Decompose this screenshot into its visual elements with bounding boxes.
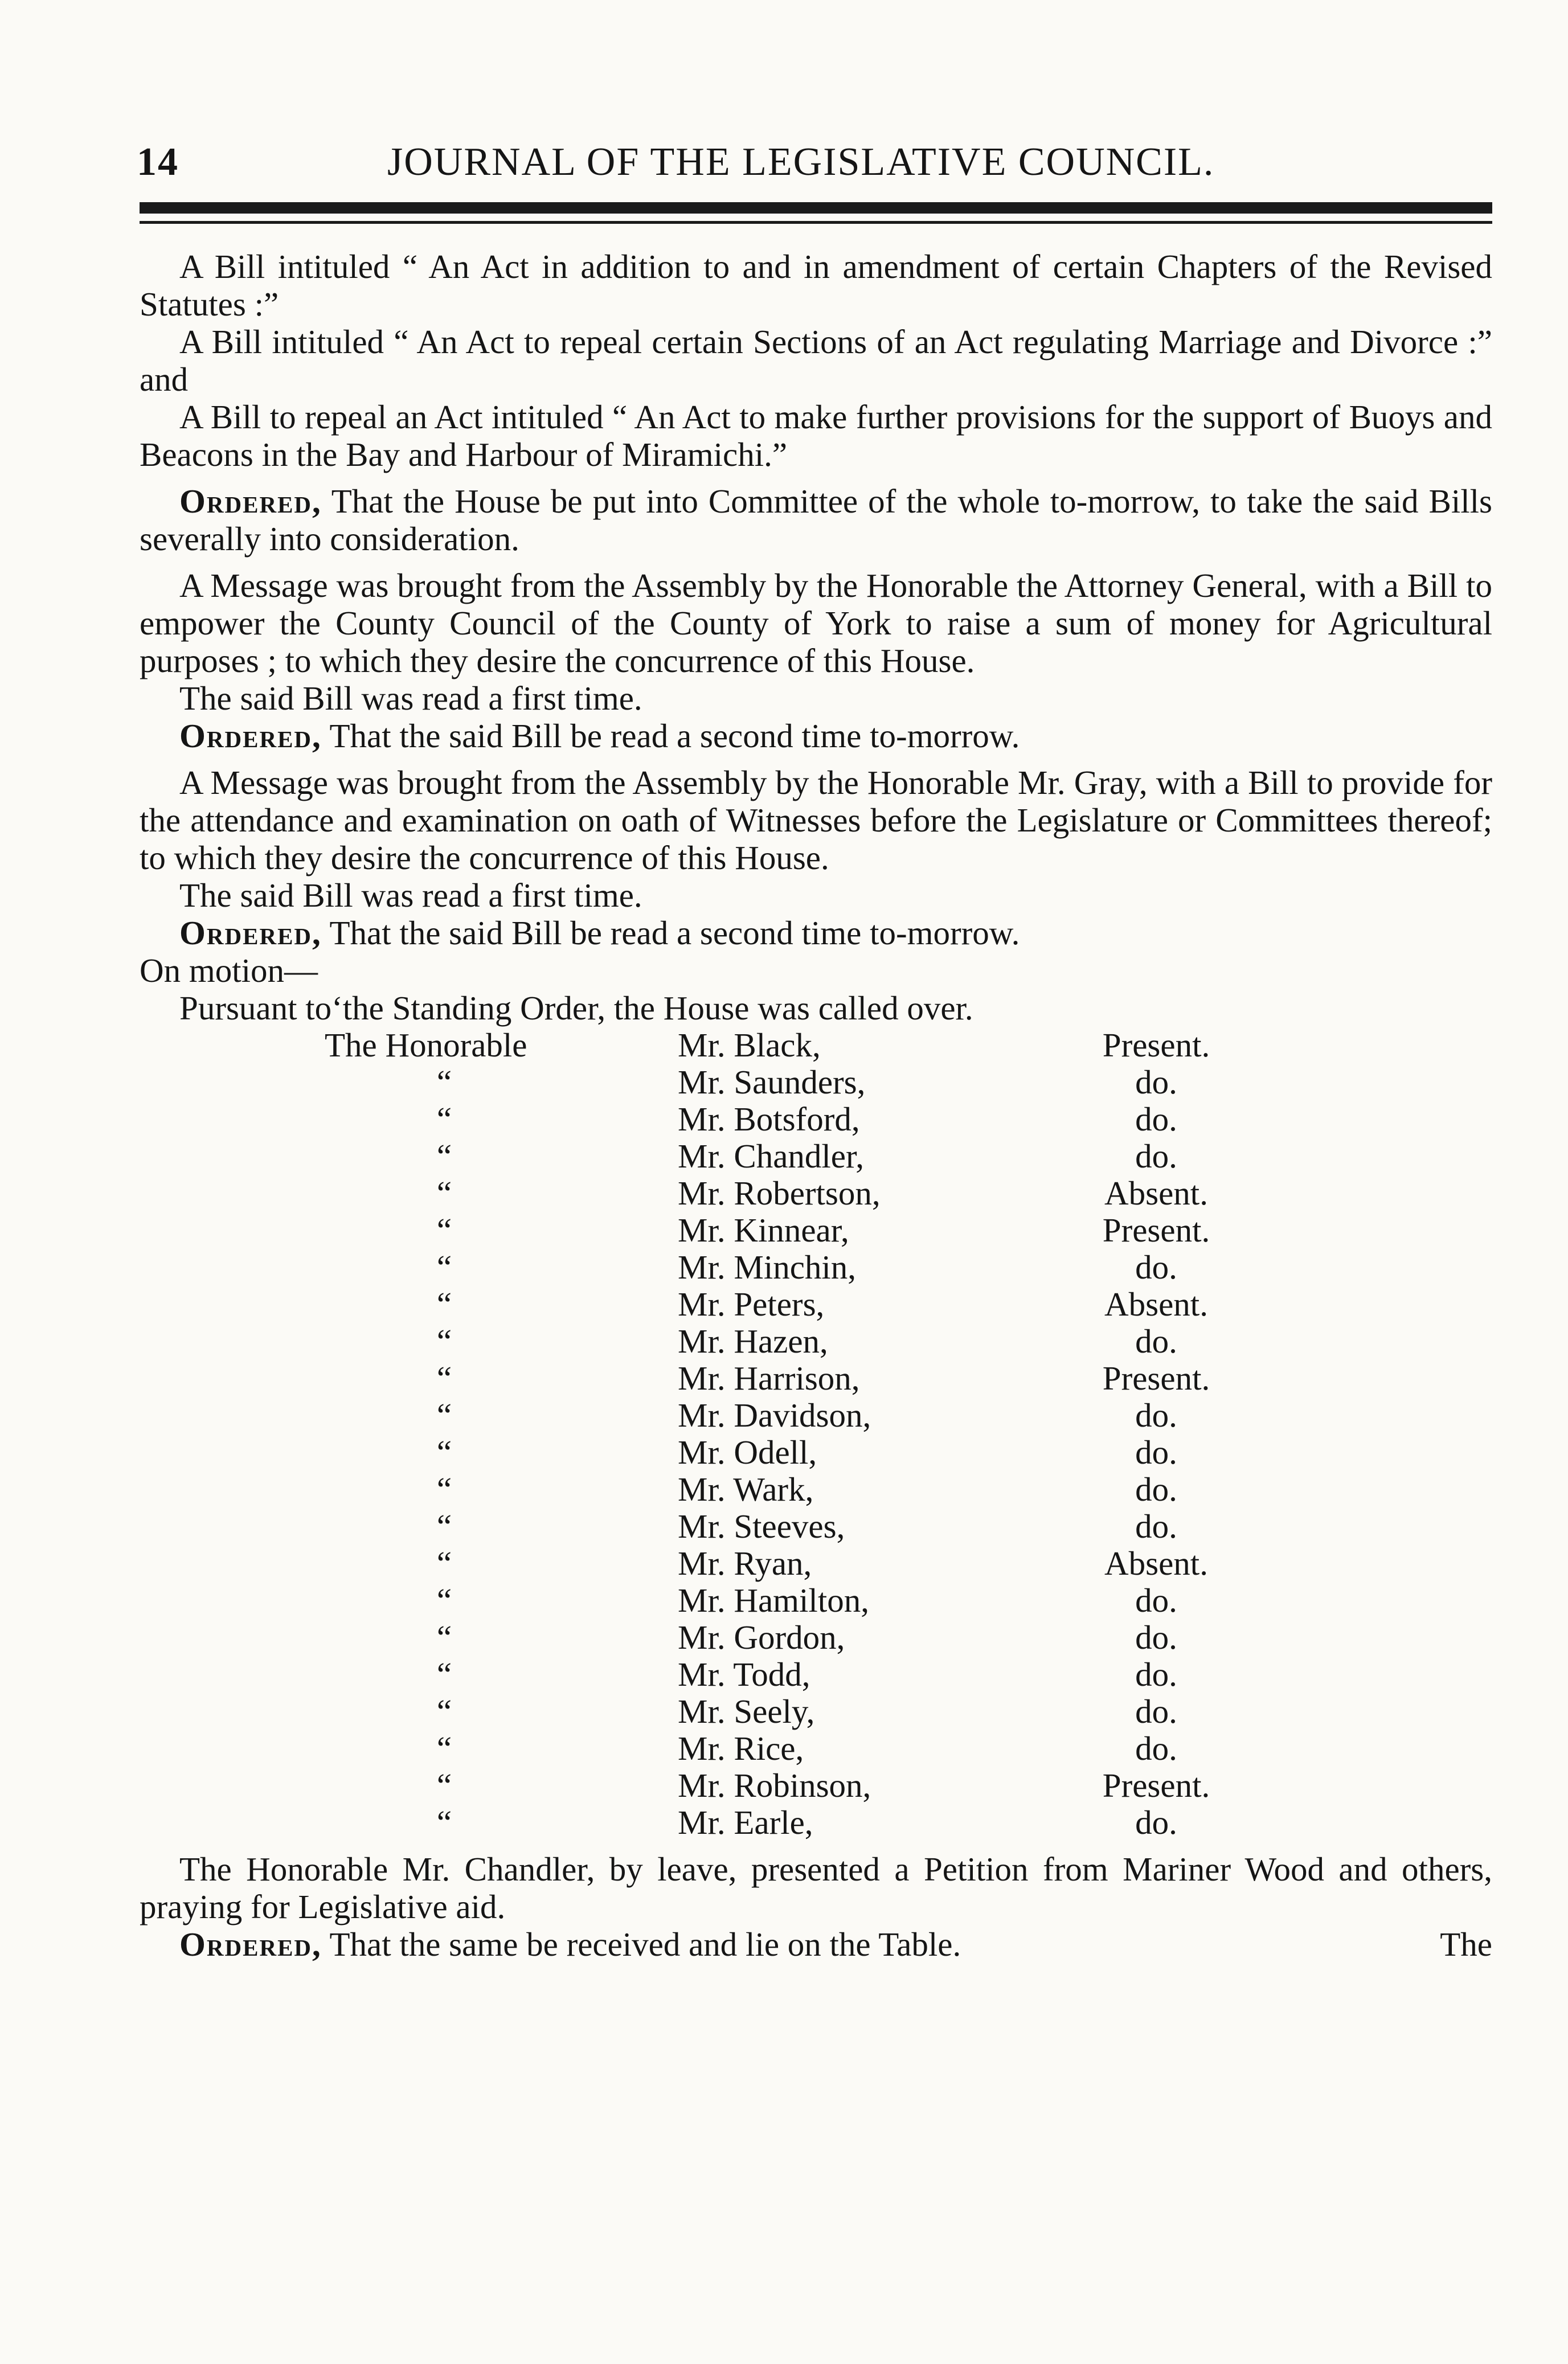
page-number: 14 bbox=[137, 140, 179, 184]
roll-call-row bbox=[325, 1767, 1242, 1804]
ordered-label: Ordered, bbox=[179, 914, 322, 952]
bill-paragraph-2: A Bill intituled “ An Act to repeal certain Sections of an Act regulating Marriage and Divorce :” and bbox=[140, 323, 1492, 398]
running-title: JOURNAL OF THE LEGISLATIVE COUNCIL. bbox=[387, 140, 1215, 184]
roll-call-row bbox=[325, 1471, 1242, 1508]
member-status: do. bbox=[1135, 1063, 1177, 1101]
message-paragraph-2: A Message was brought from the Assembly by the Honorable Mr. Gray, with a Bill to provide for the attendance and examination on oath of Witnesses before the Legislature or Committees thereof; to which they desire the concurrence of this House. bbox=[140, 764, 1492, 876]
header-rule-thick bbox=[140, 202, 1492, 214]
ditto-mark: “ bbox=[436, 1507, 452, 1545]
roll-call-row bbox=[325, 1804, 1242, 1841]
petition-paragraph: The Honorable Mr. Chandler, by leave, presented a Petition from Mariner Wood and others, praying for Legislative aid. bbox=[140, 1850, 1492, 1925]
ordered-label: Ordered, bbox=[179, 1925, 322, 1963]
member-name: Mr. Robertson, bbox=[678, 1174, 881, 1212]
member-name: Mr. Peters, bbox=[678, 1285, 825, 1323]
page-header bbox=[137, 140, 1492, 191]
first-reading-1: The said Bill was read a first time. bbox=[179, 679, 642, 717]
member-name: Mr. Rice, bbox=[678, 1730, 804, 1767]
first-reading-2: The said Bill was read a first time. bbox=[179, 876, 642, 914]
member-status: Present. bbox=[1102, 1211, 1210, 1249]
bill-paragraph-1: A Bill intituled “ An Act in addition to and in amendment of certain Chapters of the Revised Statutes :” bbox=[140, 248, 1492, 323]
ditto-mark: “ bbox=[436, 1063, 452, 1101]
ditto-mark: “ bbox=[436, 1693, 452, 1730]
member-status: Absent. bbox=[1104, 1174, 1208, 1212]
roll-call-row bbox=[325, 1582, 1242, 1619]
member-name: Mr. Earle, bbox=[678, 1804, 813, 1841]
roll-call-row bbox=[325, 1434, 1242, 1471]
ditto-mark: “ bbox=[436, 1322, 452, 1360]
member-name: Mr. Todd, bbox=[678, 1656, 810, 1693]
member-status: Present. bbox=[1102, 1026, 1210, 1064]
roll-call-row bbox=[325, 1397, 1242, 1434]
roll-call-row bbox=[325, 1360, 1242, 1397]
message-paragraph-1: A Message was brought from the Assembly by the Honorable the Attorney General, with a Bill to empower the County Council of the County of York to raise a sum of money for Agricultural purposes ; to which they desire the concurrence of this House. bbox=[140, 567, 1492, 679]
roll-call-row bbox=[325, 1101, 1242, 1138]
member-status: do. bbox=[1135, 1656, 1177, 1693]
ditto-mark: “ bbox=[436, 1730, 452, 1767]
member-name: Mr. Minchin, bbox=[678, 1248, 857, 1286]
member-status: Present. bbox=[1102, 1767, 1210, 1804]
ordered-paragraph-2 bbox=[140, 717, 1492, 755]
member-name: Mr. Kinnear, bbox=[678, 1211, 849, 1249]
ditto-mark: “ bbox=[436, 1619, 452, 1656]
roll-call-table bbox=[325, 1027, 1242, 1841]
roll-call-row bbox=[325, 1693, 1242, 1730]
roll-call-row bbox=[325, 1249, 1242, 1286]
roll-call-row bbox=[325, 1730, 1242, 1767]
member-status: do. bbox=[1135, 1804, 1177, 1841]
ditto-mark: “ bbox=[436, 1582, 452, 1619]
catchword: The bbox=[1440, 1925, 1492, 1963]
standing-order-line: Pursuant toʻthe Standing Order, the House was called over. bbox=[179, 989, 973, 1027]
ordered-label: Ordered, bbox=[179, 482, 322, 520]
ditto-mark: “ bbox=[436, 1656, 452, 1693]
ditto-mark: “ bbox=[436, 1767, 452, 1804]
ditto-mark: “ bbox=[436, 1359, 452, 1397]
member-name: Mr. Wark, bbox=[678, 1470, 814, 1508]
member-name: Mr. Davidson, bbox=[678, 1396, 871, 1434]
page-body bbox=[140, 248, 1492, 1963]
on-motion: On motion— bbox=[140, 952, 318, 989]
member-status: do. bbox=[1135, 1693, 1177, 1730]
ordered-text: That the said Bill be read a second time to-morrow. bbox=[321, 914, 1020, 952]
ordered-text: That the House be put into Committee of the whole to-morrow, to take the said Bills severally into consideration. bbox=[140, 482, 1492, 558]
ordered-paragraph-3 bbox=[140, 914, 1492, 952]
roll-call-row bbox=[325, 1545, 1242, 1582]
member-name: Mr. Harrison, bbox=[678, 1359, 860, 1397]
member-name: Mr. Chandler, bbox=[678, 1137, 865, 1175]
ditto-mark: “ bbox=[436, 1248, 452, 1286]
member-status: do. bbox=[1135, 1248, 1177, 1286]
member-status: do. bbox=[1135, 1433, 1177, 1471]
member-status: do. bbox=[1135, 1100, 1177, 1138]
roll-call-row bbox=[325, 1286, 1242, 1323]
member-status: do. bbox=[1135, 1619, 1177, 1656]
roll-call-row bbox=[325, 1064, 1242, 1101]
member-status: do. bbox=[1135, 1322, 1177, 1360]
roll-call-row bbox=[325, 1138, 1242, 1175]
roll-call-row bbox=[325, 1175, 1242, 1212]
member-status: Absent. bbox=[1104, 1544, 1208, 1582]
ditto-mark: “ bbox=[436, 1396, 452, 1434]
roll-call-row bbox=[325, 1656, 1242, 1693]
roll-call-body bbox=[325, 1027, 1242, 1841]
member-status: do. bbox=[1135, 1470, 1177, 1508]
member-name: Mr. Steeves, bbox=[678, 1507, 845, 1545]
ordered-text: That the said Bill be read a second time to-morrow. bbox=[321, 717, 1020, 755]
ordered-text: That the same be received and lie on the Table. bbox=[321, 1925, 961, 1963]
ditto-mark: “ bbox=[436, 1100, 452, 1138]
member-name: Mr. Hazen, bbox=[678, 1322, 828, 1360]
ditto-mark: “ bbox=[436, 1137, 452, 1175]
roll-call-row bbox=[325, 1212, 1242, 1249]
ditto-mark: “ bbox=[436, 1804, 452, 1841]
roll-call-row bbox=[325, 1619, 1242, 1656]
ditto-mark: “ bbox=[436, 1211, 452, 1249]
member-status: Present. bbox=[1102, 1359, 1210, 1397]
ordered-paragraph-1 bbox=[140, 482, 1492, 558]
member-status: do. bbox=[1135, 1507, 1177, 1545]
member-name: Mr. Gordon, bbox=[678, 1619, 845, 1656]
ditto-mark: “ bbox=[436, 1470, 452, 1508]
member-name: Mr. Saunders, bbox=[678, 1063, 866, 1101]
member-status: do. bbox=[1135, 1137, 1177, 1175]
ordered-paragraph-4 bbox=[140, 1925, 1492, 1963]
member-name: Mr. Botsford, bbox=[678, 1100, 860, 1138]
ordered-label: Ordered, bbox=[179, 717, 322, 755]
roll-call-row bbox=[325, 1027, 1242, 1064]
member-name: Mr. Robinson, bbox=[678, 1767, 871, 1804]
member-name: Mr. Black, bbox=[678, 1026, 821, 1064]
honorable-prefix: The Honorable bbox=[325, 1026, 527, 1064]
ditto-mark: “ bbox=[436, 1433, 452, 1471]
header-rule-thin bbox=[140, 221, 1492, 224]
roll-call-row bbox=[325, 1323, 1242, 1360]
member-name: Mr. Seely, bbox=[678, 1693, 815, 1730]
ditto-mark: “ bbox=[436, 1174, 452, 1212]
ordered-line bbox=[179, 1925, 961, 1963]
member-name: Mr. Hamilton, bbox=[678, 1582, 869, 1619]
ditto-mark: “ bbox=[436, 1285, 452, 1323]
roll-call-row bbox=[325, 1508, 1242, 1545]
bill-paragraph-3: A Bill to repeal an Act intituled “ An Act to make further provisions for the support of Buoys and Beacons in the Bay and Harbour of Miramichi.” bbox=[140, 398, 1492, 473]
member-status: do. bbox=[1135, 1582, 1177, 1619]
ditto-mark: “ bbox=[436, 1544, 452, 1582]
member-status: do. bbox=[1135, 1396, 1177, 1434]
member-status: Absent. bbox=[1104, 1285, 1208, 1323]
member-name: Mr. Ryan, bbox=[678, 1544, 812, 1582]
member-name: Mr. Odell, bbox=[678, 1433, 817, 1471]
member-status: do. bbox=[1135, 1730, 1177, 1767]
